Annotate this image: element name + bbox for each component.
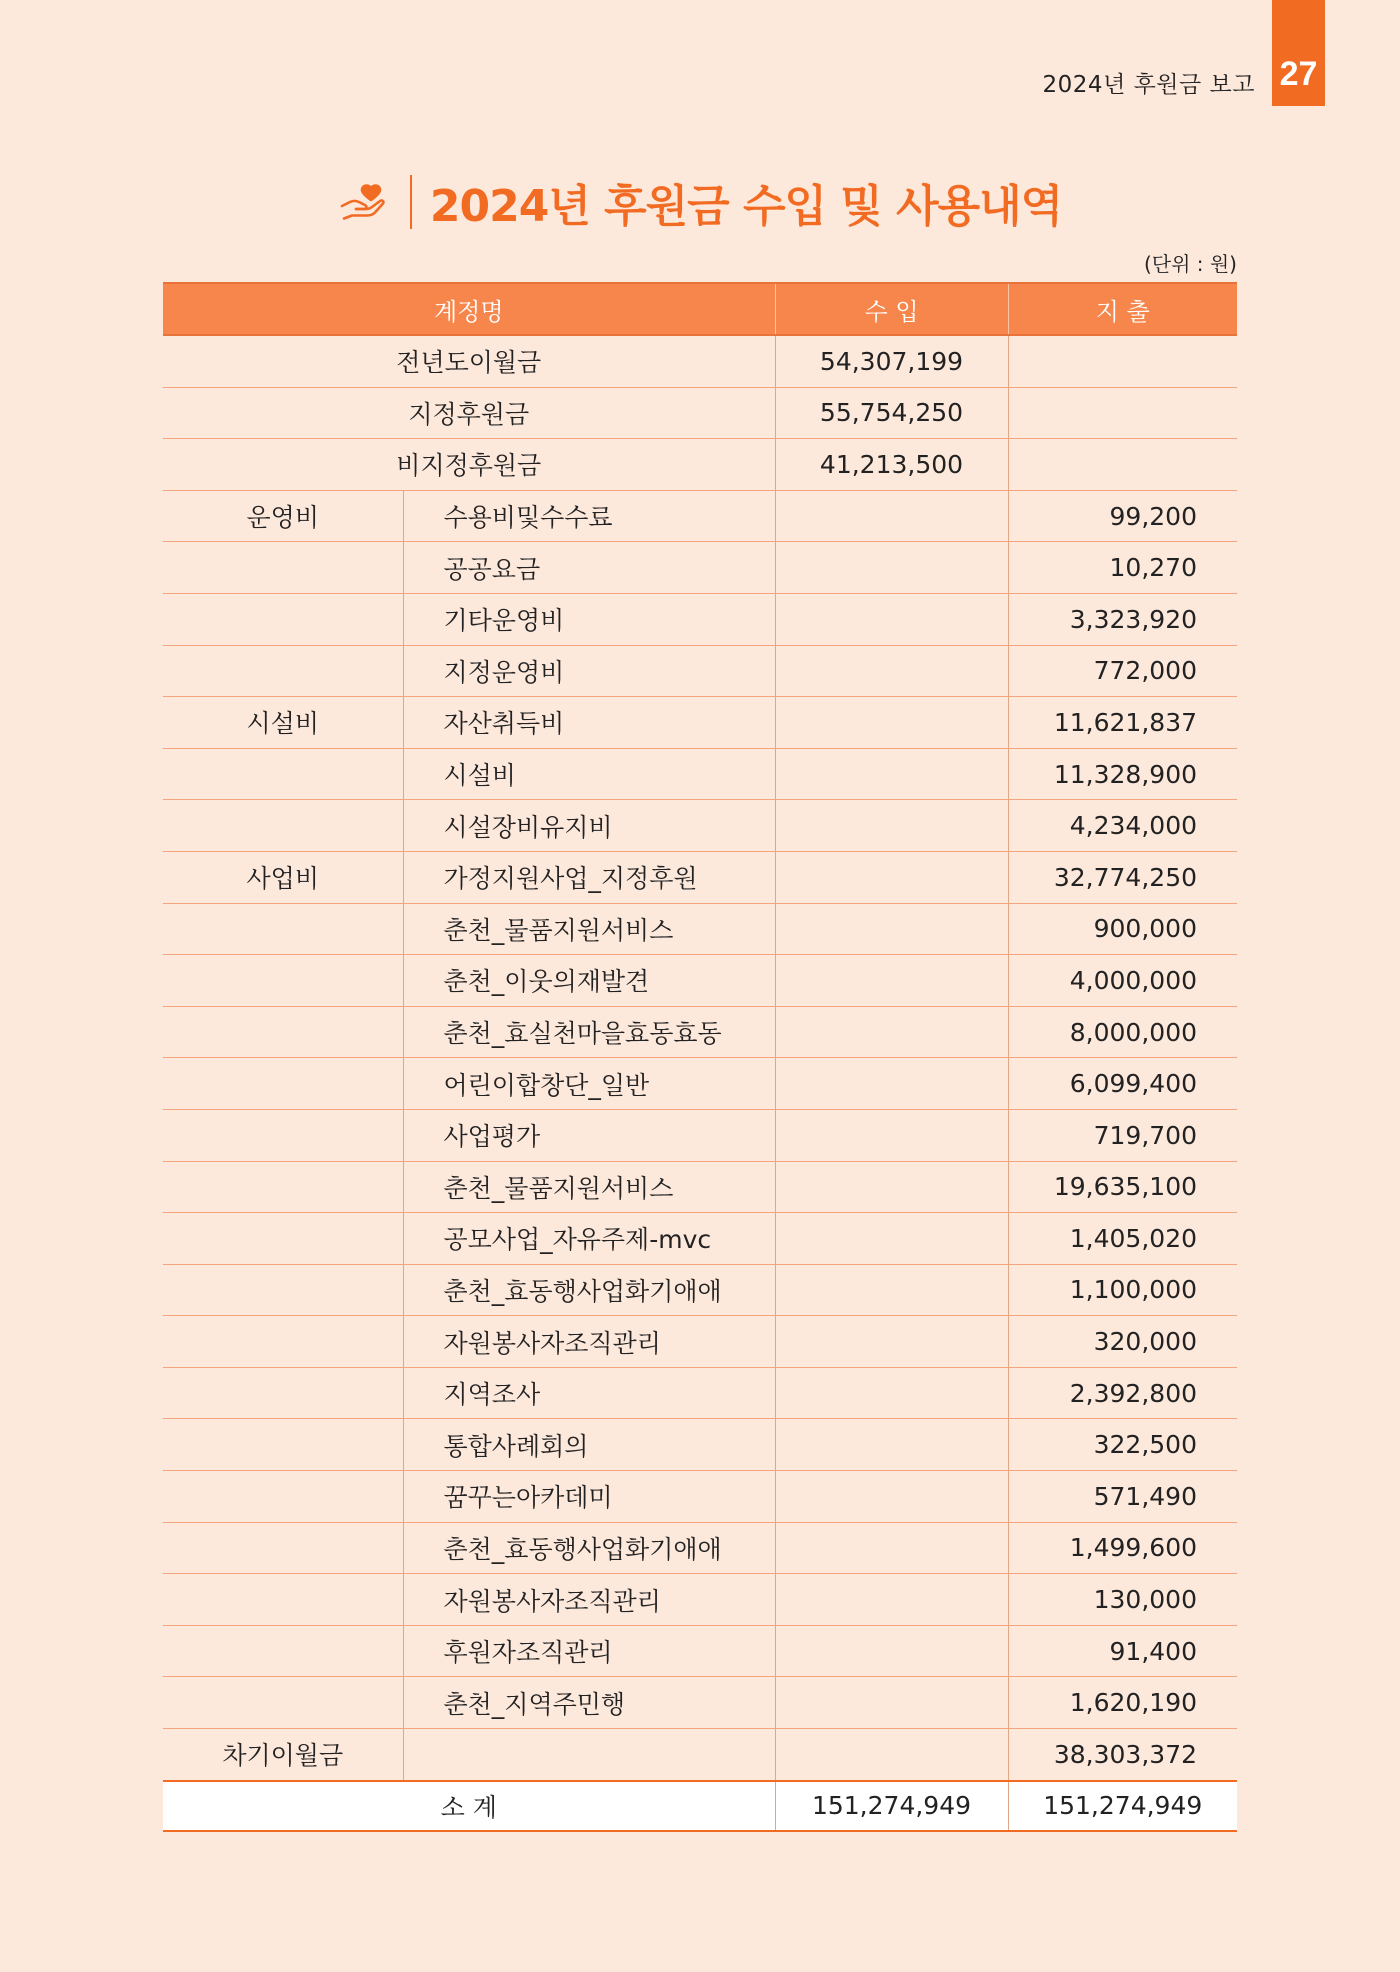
title-block [0,170,1400,234]
expense-value [1008,439,1237,491]
table-row [163,542,1237,594]
running-header: 2024년 후원금 보고 [1042,72,1255,98]
expense-value [1008,387,1237,439]
income-value [775,800,1008,852]
table-row [163,593,1237,645]
expense-value: 1,620,190 [1008,1677,1237,1729]
item-label: 시설비 [403,748,775,800]
income-value [775,1625,1008,1677]
category-label [163,1367,403,1419]
income-value: 41,213,500 [775,439,1008,491]
expense-value: 6,099,400 [1008,1058,1237,1110]
table-row [163,955,1237,1007]
item-label: 춘천_물품지원서비스 [403,903,775,955]
income-value [775,645,1008,697]
table-row [163,387,1237,439]
income-value [775,593,1008,645]
expense-value: 4,234,000 [1008,800,1237,852]
page-number-badge: 27 [1272,0,1325,106]
category-label: 운영비 [163,490,403,542]
item-label: 춘천_지역주민행 [403,1677,775,1729]
item-label: 후원자조직관리 [403,1625,775,1677]
table-row [163,1471,1237,1523]
donation-table [163,282,1237,1832]
item-label: 지정운영비 [403,645,775,697]
category-label [163,1522,403,1574]
income-value [775,1419,1008,1471]
expense-value: 19,635,100 [1008,1161,1237,1213]
income-value [775,1367,1008,1419]
item-label: 수용비및수수료 [403,490,775,542]
category-label [163,1161,403,1213]
income-value [775,955,1008,1007]
table-row [163,1264,1237,1316]
category-label: 사업비 [163,851,403,903]
category-label: 시설비 [163,697,403,749]
income-value [775,903,1008,955]
table-row [163,1058,1237,1110]
item-label: 자원봉사자조직관리 [403,1316,775,1368]
item-label: 춘천_물품지원서비스 [403,1161,775,1213]
table-row [163,335,1237,387]
income-value [775,1729,1008,1781]
expense-value: 99,200 [1008,490,1237,542]
account-label: 비지정후원금 [163,439,775,491]
category-label [163,542,403,594]
total-row [163,1781,1237,1831]
income-value [775,1264,1008,1316]
income-value [775,851,1008,903]
expense-value: 719,700 [1008,1109,1237,1161]
income-value [775,1522,1008,1574]
item-label: 춘천_이웃의재발견 [403,955,775,1007]
income-value [775,490,1008,542]
category-label [163,1419,403,1471]
table-row [163,645,1237,697]
expense-value: 11,328,900 [1008,748,1237,800]
table-row [163,1677,1237,1729]
income-value [775,1006,1008,1058]
category-label [163,1264,403,1316]
item-label: 자산취득비 [403,697,775,749]
expense-value: 130,000 [1008,1574,1237,1626]
category-label [163,1316,403,1368]
item-label: 어린이합창단_일반 [403,1058,775,1110]
item-label: 공모사업_자유주제-mvc [403,1213,775,1265]
category-label [163,1471,403,1523]
category-label [163,593,403,645]
expense-value [1008,335,1237,387]
expense-value: 91,400 [1008,1625,1237,1677]
table-row [163,1729,1237,1781]
table-row [163,490,1237,542]
income-value [775,1058,1008,1110]
header-account: 계정명 [163,283,775,335]
category-label [163,903,403,955]
expense-value: 1,499,600 [1008,1522,1237,1574]
total-income: 151,274,949 [775,1781,1008,1831]
category-label [163,1574,403,1626]
table-row [163,697,1237,749]
title-divider [410,175,412,229]
category-label [163,1006,403,1058]
income-value [775,1471,1008,1523]
expense-value: 11,621,837 [1008,697,1237,749]
account-label: 전년도이월금 [163,335,775,387]
page-title: 2024년 후원금 수입 및 사용내역 [429,181,1063,232]
expense-value: 772,000 [1008,645,1237,697]
income-value [775,1677,1008,1729]
expense-value: 4,000,000 [1008,955,1237,1007]
item-label: 춘천_효실천마을효동효동 [403,1006,775,1058]
header-income: 수 입 [775,283,1008,335]
category-label [163,800,403,852]
table-row [163,1419,1237,1471]
expense-value: 2,392,800 [1008,1367,1237,1419]
item-label: 춘천_효동행사업화기애애 [403,1522,775,1574]
expense-value: 1,100,000 [1008,1264,1237,1316]
table-header-row [163,283,1237,335]
table-row [163,1522,1237,1574]
table-row [163,1213,1237,1265]
category-label [163,1109,403,1161]
table-row [163,1367,1237,1419]
expense-value: 1,405,020 [1008,1213,1237,1265]
income-value: 54,307,199 [775,335,1008,387]
item-label: 기타운영비 [403,593,775,645]
item-label: 공공요금 [403,542,775,594]
unit-note: (단위 : 원) [1143,252,1237,276]
income-value [775,542,1008,594]
category-label [163,748,403,800]
expense-value: 10,270 [1008,542,1237,594]
income-value [775,1213,1008,1265]
category-label [163,1625,403,1677]
income-value [775,1161,1008,1213]
expense-value: 38,303,372 [1008,1729,1237,1781]
table-row [163,1109,1237,1161]
expense-value: 900,000 [1008,903,1237,955]
income-value [775,1109,1008,1161]
category-label [163,1677,403,1729]
table-row [163,748,1237,800]
expense-value: 8,000,000 [1008,1006,1237,1058]
expense-value: 32,774,250 [1008,851,1237,903]
category-label [163,645,403,697]
expense-value: 571,490 [1008,1471,1237,1523]
income-value [775,697,1008,749]
heart-in-hand-icon [338,174,394,230]
total-label: 소 계 [163,1781,775,1831]
table-row [163,1574,1237,1626]
income-value [775,1316,1008,1368]
table-row [163,439,1237,491]
category-label: 차기이월금 [163,1729,403,1781]
expense-value: 3,323,920 [1008,593,1237,645]
item-label: 시설장비유지비 [403,800,775,852]
item-label: 통합사례회의 [403,1419,775,1471]
table-row [163,851,1237,903]
category-label [163,1213,403,1265]
header-expense: 지 출 [1008,283,1237,335]
income-value: 55,754,250 [775,387,1008,439]
expense-value: 320,000 [1008,1316,1237,1368]
table-row [163,1316,1237,1368]
item-label: 지역조사 [403,1367,775,1419]
table-row [163,903,1237,955]
category-label [163,955,403,1007]
table-row [163,800,1237,852]
item-label: 춘천_효동행사업화기애애 [403,1264,775,1316]
table-row [163,1161,1237,1213]
total-expense: 151,274,949 [1008,1781,1237,1831]
item-label [403,1729,775,1781]
category-label [163,1058,403,1110]
item-label: 가정지원사업_지정후원 [403,851,775,903]
account-label: 지정후원금 [163,387,775,439]
table-row [163,1006,1237,1058]
income-value [775,1574,1008,1626]
item-label: 자원봉사자조직관리 [403,1574,775,1626]
table-row [163,1625,1237,1677]
item-label: 사업평가 [403,1109,775,1161]
income-value [775,748,1008,800]
expense-value: 322,500 [1008,1419,1237,1471]
item-label: 꿈꾸는아카데미 [403,1471,775,1523]
